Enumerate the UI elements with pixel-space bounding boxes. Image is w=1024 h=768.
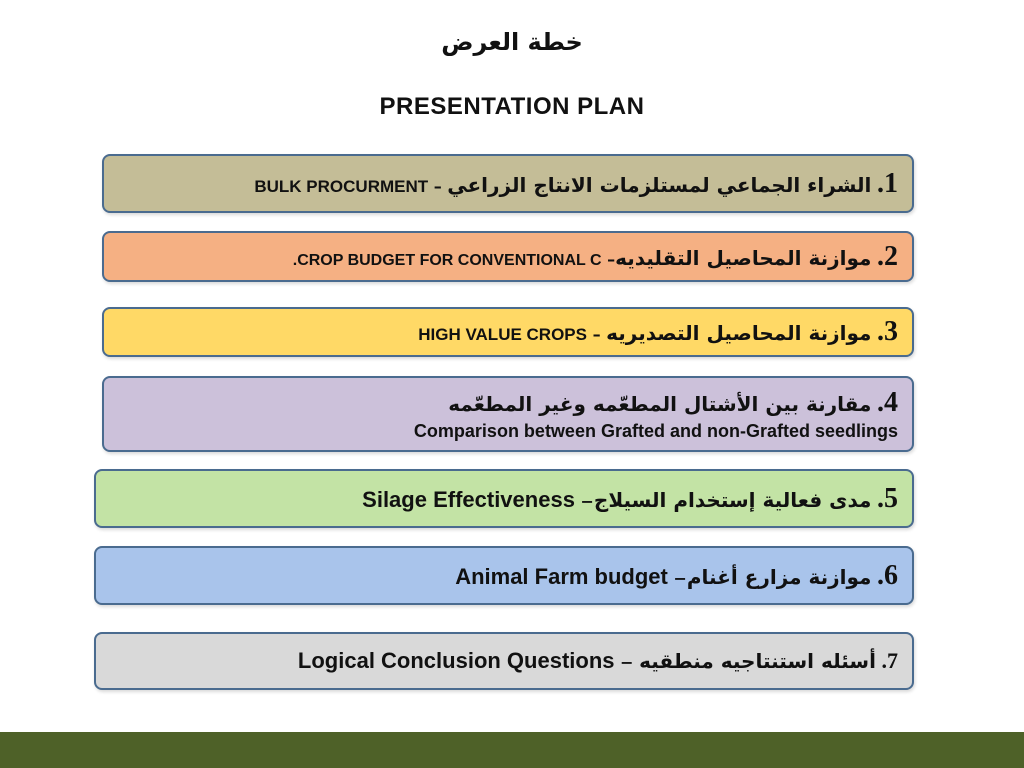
plan-item-5-arabic: مدى فعالية إستخدام السيلاج [593,487,872,512]
plan-item-1-english: BULK PROCURMENT [254,176,429,196]
plan-item-6 [94,546,914,605]
plan-item-2-arabic: موازنة المحاصيل التقليديه [615,245,872,270]
plan-item-3-line [118,316,898,348]
plan-item-6-line [110,560,898,592]
footer-band [0,732,1024,768]
plan-item-5-number: 5. [877,482,898,514]
plan-item-7 [94,632,914,690]
plan-item-7-line [110,648,898,674]
plan-item-2-english: CROP BUDGET FOR CONVENTIONAL C. [292,251,602,269]
plan-item-7-separator: − [614,653,640,672]
plan-item-2-number: 2. [877,240,898,272]
plan-item-4-number: 4. [877,386,898,418]
plan-item-4-line [118,387,898,419]
plan-item-2 [102,231,914,282]
plan-item-3-number: 3. [877,316,898,347]
plan-item-1-number: 1. [877,167,898,199]
plan-item-3-english: HIGH VALUE CROPS [418,325,587,344]
plan-item-1-line [118,168,898,200]
plan-item-7-arabic: أسئله استنتاجيه منطقيه [639,649,876,673]
slide-title-english: PRESENTATION PLAN [379,93,645,120]
plan-item-6-separator: − [667,568,687,588]
plan-item-7-number: 7. [881,648,898,673]
plan-item-2-line [118,241,898,273]
plan-item-1 [102,154,914,213]
plan-item-1-separator: – [428,176,448,196]
plan-item-5-separator: − [574,491,594,511]
plan-item-3 [102,307,914,357]
plan-item-6-arabic: موازنة مزارع أغنام [686,564,872,589]
plan-item-5-english: Silage Effectiveness [362,486,575,512]
plan-item-3-arabic: موازنة المحاصيل التصديريه [606,321,872,345]
plan-item-4-english: Comparison between Grafted and non-Grafted seedlings [413,420,898,441]
plan-item-1-arabic: الشراء الجماعي لمستلزمات الانتاج الزراعي [447,172,872,197]
plan-item-6-english: Animal Farm budget [455,563,668,589]
plan-item-2-separator: – [601,249,616,269]
plan-item-7-english: Logical Conclusion Questions [297,648,615,673]
plan-item-4 [102,376,914,452]
plan-item-5 [94,469,914,528]
plan-item-3-separator: – [587,325,607,344]
plan-item-5-line [110,483,898,515]
plan-item-6-number: 6. [877,559,898,591]
plan-item-4-arabic: مقارنة بين الأشتال المطعّمه وغير المطعّمه [448,391,872,416]
slide-title-arabic: خطة العرض [441,28,583,56]
